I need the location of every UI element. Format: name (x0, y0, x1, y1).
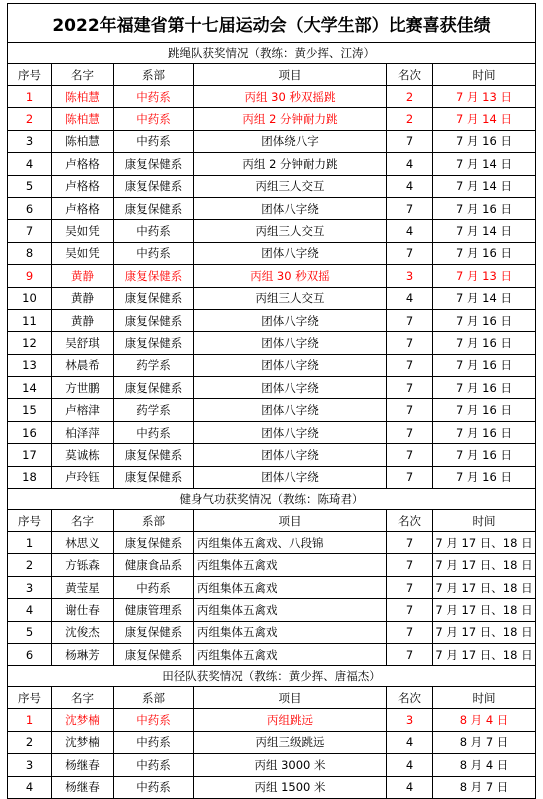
table-row (8, 754, 536, 776)
column-header-row (8, 64, 536, 86)
column-header-row (8, 510, 536, 532)
section-heading: 田径队获奖情况（教练：黄少挥、唐福杰） (8, 666, 536, 687)
rank-cell: 3 (387, 265, 433, 287)
name-cell: 谢仕春 (52, 599, 114, 621)
rank-cell: 7 (387, 130, 433, 152)
seq-cell: 12 (8, 332, 52, 354)
name-cell: 沈梦楠 (52, 709, 114, 731)
dept-cell: 中药系 (114, 242, 194, 264)
seq-cell: 9 (8, 265, 52, 287)
event-cell: 丙组集体五禽戏 (194, 643, 387, 665)
seq-cell: 10 (8, 287, 52, 309)
name-cell: 陈柏慧 (52, 130, 114, 152)
event-cell: 丙组 30 秒双摇 (194, 265, 387, 287)
section-heading-row (8, 666, 536, 687)
dept-cell: 中药系 (114, 731, 194, 753)
date-cell: 7 月 16 日 (433, 130, 536, 152)
date-cell: 7 月 17 日、18 日 (433, 599, 536, 621)
table-row (8, 130, 536, 152)
seq-cell: 6 (8, 197, 52, 219)
event-cell: 团体八字绕 (194, 399, 387, 421)
dept-cell: 康复保健系 (114, 265, 194, 287)
dept-cell: 药学系 (114, 399, 194, 421)
seq-cell: 7 (8, 220, 52, 242)
date-cell: 7 月 16 日 (433, 309, 536, 331)
table-row (8, 399, 536, 421)
table-row (8, 466, 536, 488)
date-cell: 7 月 16 日 (433, 332, 536, 354)
date-cell: 8 月 4 日 (433, 709, 536, 731)
event-cell: 丙组三人交互 (194, 220, 387, 242)
date-cell: 7 月 14 日 (433, 287, 536, 309)
table-row (8, 354, 536, 376)
rank-cell: 4 (387, 731, 433, 753)
table-row (8, 287, 536, 309)
rank-cell: 7 (387, 354, 433, 376)
rank-cell: 2 (387, 86, 433, 108)
section-heading-row (8, 489, 536, 510)
seq-cell: 3 (8, 754, 52, 776)
name-cell: 黄静 (52, 309, 114, 331)
event-cell: 团体八字绕 (194, 466, 387, 488)
date-cell: 7 月 17 日、18 日 (433, 532, 536, 554)
date-cell: 8 月 7 日 (433, 731, 536, 753)
dept-cell: 健康食品系 (114, 554, 194, 576)
table-row (8, 621, 536, 643)
dept-cell: 康复保健系 (114, 643, 194, 665)
event-cell: 丙组 3000 米 (194, 754, 387, 776)
rank-cell: 4 (387, 153, 433, 175)
name-cell: 黄静 (52, 265, 114, 287)
rank-cell: 7 (387, 643, 433, 665)
event-cell: 丙组三级跳远 (194, 731, 387, 753)
column-header: 序号 (8, 687, 52, 709)
name-cell: 陈柏慧 (52, 86, 114, 108)
table-row (8, 86, 536, 108)
name-cell: 方世鹏 (52, 377, 114, 399)
event-cell: 丙组集体五禽戏 (194, 599, 387, 621)
column-header: 项目 (194, 510, 387, 532)
seq-cell: 11 (8, 309, 52, 331)
column-header: 名字 (52, 510, 114, 532)
dept-cell: 药学系 (114, 354, 194, 376)
seq-cell: 2 (8, 554, 52, 576)
column-header: 时间 (433, 687, 536, 709)
table-row (8, 153, 536, 175)
rank-cell: 3 (387, 709, 433, 731)
column-header: 名字 (52, 687, 114, 709)
dept-cell: 康复保健系 (114, 197, 194, 219)
rank-cell: 7 (387, 332, 433, 354)
section-heading: 跳绳队获奖情况（教练：黄少挥、江涛） (8, 43, 536, 64)
name-cell: 卢格格 (52, 153, 114, 175)
name-cell: 吴如凭 (52, 220, 114, 242)
rank-cell: 7 (387, 621, 433, 643)
seq-cell: 17 (8, 444, 52, 466)
rank-cell: 2 (387, 108, 433, 130)
table-row (8, 643, 536, 665)
date-cell: 8 月 4 日 (433, 754, 536, 776)
seq-cell: 16 (8, 421, 52, 443)
name-cell: 卢格格 (52, 175, 114, 197)
dept-cell: 健康管理系 (114, 599, 194, 621)
seq-cell: 1 (8, 709, 52, 731)
rank-cell: 7 (387, 554, 433, 576)
rank-cell: 7 (387, 377, 433, 399)
date-cell: 7 月 14 日 (433, 175, 536, 197)
name-cell: 沈梦楠 (52, 731, 114, 753)
date-cell: 7 月 17 日、18 日 (433, 554, 536, 576)
event-cell: 丙组 1500 米 (194, 776, 387, 798)
date-cell: 7 月 13 日 (433, 86, 536, 108)
event-cell: 团体八字绕 (194, 444, 387, 466)
dept-cell: 中药系 (114, 108, 194, 130)
seq-cell: 1 (8, 86, 52, 108)
column-header: 名次 (387, 510, 433, 532)
rank-cell: 7 (387, 309, 433, 331)
name-cell: 卢玲钰 (52, 466, 114, 488)
dept-cell: 康复保健系 (114, 466, 194, 488)
rank-cell: 7 (387, 399, 433, 421)
event-cell: 团体八字绕 (194, 377, 387, 399)
column-header: 项目 (194, 687, 387, 709)
dept-cell: 康复保健系 (114, 287, 194, 309)
dept-cell: 康复保健系 (114, 332, 194, 354)
rank-cell: 4 (387, 287, 433, 309)
dept-cell: 中药系 (114, 709, 194, 731)
name-cell: 卢榕津 (52, 399, 114, 421)
date-cell: 7 月 14 日 (433, 108, 536, 130)
column-header: 时间 (433, 64, 536, 86)
name-cell: 杨继春 (52, 776, 114, 798)
name-cell: 沈俊杰 (52, 621, 114, 643)
section-heading: 健身气功获奖情况（教练：陈琦君） (8, 489, 536, 510)
dept-cell: 中药系 (114, 86, 194, 108)
rank-cell: 4 (387, 776, 433, 798)
dept-cell: 中药系 (114, 776, 194, 798)
table-row (8, 265, 536, 287)
table-row (8, 731, 536, 753)
name-cell: 卢格格 (52, 197, 114, 219)
event-cell: 丙组集体五禽戏 (194, 554, 387, 576)
date-cell: 7 月 14 日 (433, 153, 536, 175)
seq-cell: 8 (8, 242, 52, 264)
seq-cell: 4 (8, 153, 52, 175)
table-row (8, 175, 536, 197)
date-cell: 7 月 17 日、18 日 (433, 576, 536, 598)
event-cell: 团体八字绕 (194, 421, 387, 443)
date-cell: 8 月 7 日 (433, 776, 536, 798)
results-sheet (7, 3, 535, 799)
table-row (8, 377, 536, 399)
date-cell: 7 月 17 日、18 日 (433, 621, 536, 643)
date-cell: 7 月 17 日、18 日 (433, 643, 536, 665)
date-cell: 7 月 16 日 (433, 421, 536, 443)
date-cell: 7 月 13 日 (433, 265, 536, 287)
date-cell: 7 月 16 日 (433, 197, 536, 219)
rank-cell: 7 (387, 444, 433, 466)
event-cell: 丙组 2 分钟耐力跳 (194, 153, 387, 175)
table-row (8, 108, 536, 130)
dept-cell: 康复保健系 (114, 621, 194, 643)
event-cell: 团体八字绕 (194, 197, 387, 219)
date-cell: 7 月 16 日 (433, 399, 536, 421)
seq-cell: 14 (8, 377, 52, 399)
section-heading-row (8, 43, 536, 64)
rank-cell: 7 (387, 466, 433, 488)
column-header-row (8, 687, 536, 709)
date-cell: 7 月 16 日 (433, 354, 536, 376)
name-cell: 林晨希 (52, 354, 114, 376)
seq-cell: 4 (8, 599, 52, 621)
column-header: 名字 (52, 64, 114, 86)
name-cell: 吴如凭 (52, 242, 114, 264)
rank-cell: 7 (387, 242, 433, 264)
rank-cell: 4 (387, 220, 433, 242)
rank-cell: 4 (387, 754, 433, 776)
rank-cell: 7 (387, 197, 433, 219)
seq-cell: 13 (8, 354, 52, 376)
name-cell: 吴舒琪 (52, 332, 114, 354)
name-cell: 黄静 (52, 287, 114, 309)
column-header: 名次 (387, 64, 433, 86)
seq-cell: 5 (8, 621, 52, 643)
name-cell: 方铄森 (52, 554, 114, 576)
column-header: 系部 (114, 510, 194, 532)
rank-cell: 4 (387, 175, 433, 197)
event-cell: 丙组 2 分钟耐力跳 (194, 108, 387, 130)
table-row (8, 197, 536, 219)
seq-cell: 6 (8, 643, 52, 665)
dept-cell: 中药系 (114, 576, 194, 598)
table-row (8, 776, 536, 798)
event-cell: 丙组三人交互 (194, 175, 387, 197)
seq-cell: 15 (8, 399, 52, 421)
name-cell: 莫诚栋 (52, 444, 114, 466)
seq-cell: 3 (8, 130, 52, 152)
table-row (8, 554, 536, 576)
dept-cell: 康复保健系 (114, 444, 194, 466)
seq-cell: 1 (8, 532, 52, 554)
date-cell: 7 月 16 日 (433, 242, 536, 264)
event-cell: 团体八字绕 (194, 354, 387, 376)
dept-cell: 康复保健系 (114, 377, 194, 399)
dept-cell: 康复保健系 (114, 175, 194, 197)
column-header: 系部 (114, 687, 194, 709)
dept-cell: 康复保健系 (114, 309, 194, 331)
date-cell: 7 月 16 日 (433, 377, 536, 399)
table-row (8, 576, 536, 598)
event-cell: 团体八字绕 (194, 309, 387, 331)
date-cell: 7 月 14 日 (433, 220, 536, 242)
rank-cell: 7 (387, 532, 433, 554)
dept-cell: 康复保健系 (114, 153, 194, 175)
event-cell: 丙组 30 秒双摇跳 (194, 86, 387, 108)
table-row (8, 421, 536, 443)
name-cell: 林思义 (52, 532, 114, 554)
seq-cell: 5 (8, 175, 52, 197)
table-row (8, 444, 536, 466)
rank-cell: 7 (387, 421, 433, 443)
table-row (8, 599, 536, 621)
dept-cell: 中药系 (114, 754, 194, 776)
event-cell: 团体八字绕 (194, 332, 387, 354)
name-cell: 杨琳芳 (52, 643, 114, 665)
seq-cell: 2 (8, 108, 52, 130)
name-cell: 杨继春 (52, 754, 114, 776)
column-header: 名次 (387, 687, 433, 709)
date-cell: 7 月 16 日 (433, 444, 536, 466)
event-cell: 丙组跳远 (194, 709, 387, 731)
table-row (8, 332, 536, 354)
column-header: 系部 (114, 64, 194, 86)
results-table (7, 3, 536, 799)
name-cell: 柏泽萍 (52, 421, 114, 443)
seq-cell: 3 (8, 576, 52, 598)
table-row (8, 242, 536, 264)
column-header: 项目 (194, 64, 387, 86)
table-row (8, 309, 536, 331)
seq-cell: 18 (8, 466, 52, 488)
column-header: 序号 (8, 510, 52, 532)
event-cell: 丙组三人交互 (194, 287, 387, 309)
title-row (8, 4, 536, 43)
table-row (8, 220, 536, 242)
event-cell: 丙组集体五禽戏 (194, 576, 387, 598)
seq-cell: 4 (8, 776, 52, 798)
event-cell: 团体绕八字 (194, 130, 387, 152)
rank-cell: 7 (387, 576, 433, 598)
event-cell: 丙组集体五禽戏、八段锦 (194, 532, 387, 554)
date-cell: 7 月 16 日 (433, 466, 536, 488)
dept-cell: 康复保健系 (114, 532, 194, 554)
dept-cell: 中药系 (114, 421, 194, 443)
event-cell: 团体八字绕 (194, 242, 387, 264)
dept-cell: 中药系 (114, 220, 194, 242)
dept-cell: 中药系 (114, 130, 194, 152)
table-row (8, 709, 536, 731)
name-cell: 陈柏慧 (52, 108, 114, 130)
page-title: 2022年福建省第十七届运动会（大学生部）比赛喜获佳绩 (8, 4, 536, 43)
seq-cell: 2 (8, 731, 52, 753)
rank-cell: 7 (387, 599, 433, 621)
event-cell: 丙组集体五禽戏 (194, 621, 387, 643)
table-row (8, 532, 536, 554)
column-header: 序号 (8, 64, 52, 86)
column-header: 时间 (433, 510, 536, 532)
results-table-body (8, 4, 536, 799)
name-cell: 黄莹星 (52, 576, 114, 598)
